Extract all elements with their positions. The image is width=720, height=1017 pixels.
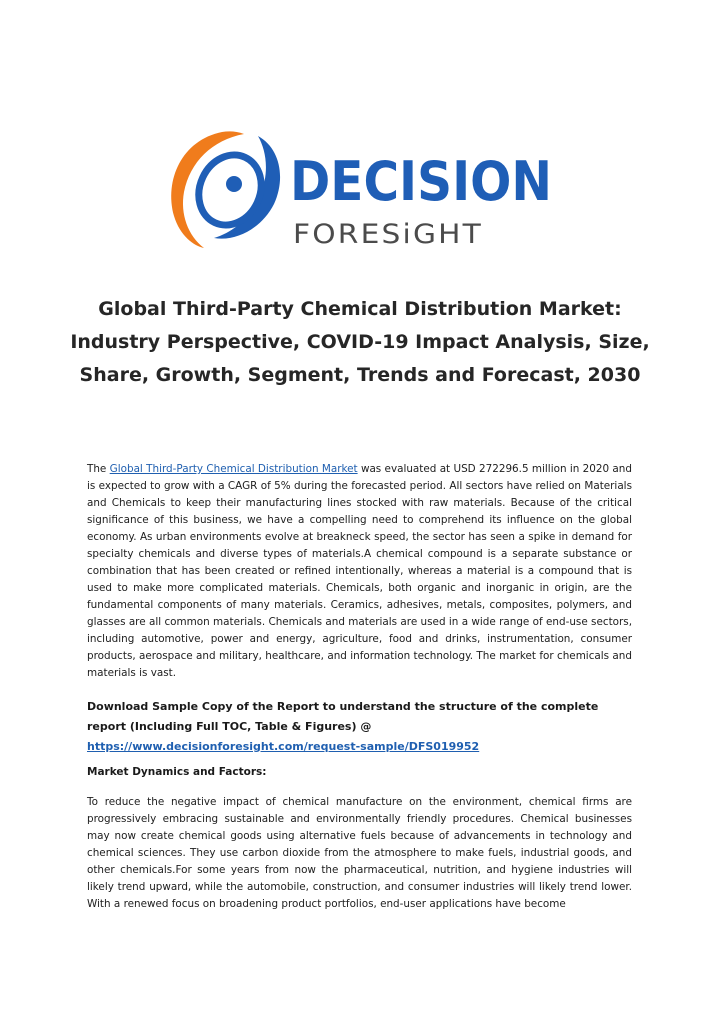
company-logo <box>160 118 560 258</box>
market-link[interactable]: Global Third-Party Chemical Distribution Market <box>109 463 358 475</box>
intro-lead: The <box>87 463 110 475</box>
market-dynamics-heading: Market Dynamics and Factors: <box>87 766 267 778</box>
download-sample-text: Download Sample Copy of the Report to understand the structure of the complete report (Including Full TOC, Table & Figures) @ <box>87 700 599 733</box>
market-dynamics-paragraph: To reduce the negative impact of chemical manufacture on the environment, chemical firms are progressively embracing sustainable and environmentally friendly procedures. Chemical businesses may now create chemical goods using alternative fuels because of advancements in technology and chemical sciences. They use carbon dioxide from the atmosphere to make fuels, industrial goods, and other chemicals.For some years from now the pharmaceutical, nutrition, and hygiene industries will likely trend upward, while the automobile, construction, and consumer industries will likely trend lower. With a renewed focus on broadening product portfolios, end-user applications have become <box>87 796 632 910</box>
brand-main: DECISION <box>290 150 552 213</box>
request-sample-link[interactable]: https://www.decisionforesight.com/request-sample/DFS019952 <box>87 740 480 753</box>
intro-paragraph <box>87 461 632 682</box>
logo-dot <box>226 176 242 192</box>
intro-rest: was evaluated at USD 272296.5 million in 2020 and is expected to grow with a CAGR of 5% during the forecasted period. All sectors have relied on Materials and Chemicals to keep their manufacturing lines stocked with raw materials. Because of the critical significance of this business, we have a compelling need to comprehend its influence on the global economy. As urban environments evolve at breakneck speed, the sector has seen a spike in demand for specialty chemicals and diverse types of materials.A chemical compound is a separate substance or combination that has been created or refined intentionally, whereas a material is a compound that is used to make more complicated materials. Chemicals, both organic and inorganic in origin, are the fundamental components of many materials. Ceramics, adhesives, metals, composites, polymers, and glasses are all common materials. Chemicals and materials are used in a wide range of end-use sectors, including automotive, power and energy, agriculture, food and drinks, instrumentation, consumer products, aerospace and military, healthcare, and information technology. The market for chemicals and materials is vast. <box>87 463 632 679</box>
download-sample-block <box>87 697 632 757</box>
brand-sub: FORESiGHT <box>293 219 483 250</box>
page-title: Global Third-Party Chemical Distribution Market: Industry Perspective, COVID-19 Impact Analysis, Size, Share, Growth, Segment, Trends and Forecast, 2030 <box>70 298 650 386</box>
